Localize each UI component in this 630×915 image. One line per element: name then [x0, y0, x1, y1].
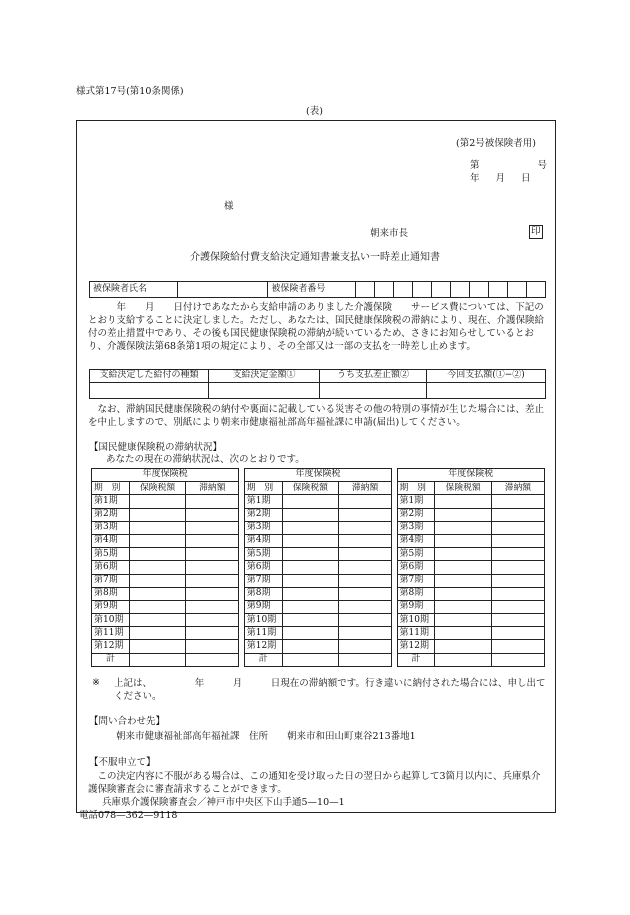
tax-period-label: 第5期 [92, 548, 130, 561]
tax-period-row [92, 521, 545, 534]
insured-name-value[interactable] [178, 282, 268, 298]
tax-period-label: 第4期 [397, 534, 435, 547]
form-number: 様式第17号(第10条関係) [76, 86, 184, 97]
tax-amount-cell[interactable] [435, 614, 491, 627]
number-line [470, 160, 547, 172]
tax-arrears-cell[interactable] [186, 534, 239, 547]
tax-amount-cell[interactable] [282, 561, 338, 574]
tax-period-row [92, 600, 545, 613]
tax-amount-cell[interactable] [282, 534, 338, 547]
insured-number-digit[interactable] [356, 282, 375, 298]
insured-number-digit[interactable] [489, 282, 508, 298]
tax-period-label: 第12期 [92, 640, 130, 653]
date-month: 月 [495, 173, 506, 184]
tax-arrears-cell[interactable] [491, 627, 544, 640]
tax-period-label: 第1期 [92, 495, 130, 508]
tax-arrears-cell[interactable] [186, 521, 239, 534]
payment-cell[interactable] [320, 383, 427, 399]
tax-arrears-cell[interactable] [186, 561, 239, 574]
tax-amount-cell[interactable] [129, 587, 185, 600]
tax-amount-cell[interactable] [435, 534, 491, 547]
tax-amount-cell[interactable] [435, 495, 491, 508]
tax-total-label: 計 [244, 653, 282, 666]
tax-amount-cell[interactable] [435, 548, 491, 561]
tax-arrears-cell[interactable] [339, 653, 392, 666]
tax-arrears-cell[interactable] [339, 587, 392, 600]
tax-period-label: 第8期 [244, 587, 282, 600]
tax-arrears-cell[interactable] [491, 587, 544, 600]
insured-type-label: (第2号被保険者用) [456, 138, 536, 149]
insured-number-digit[interactable] [375, 282, 394, 298]
tax-header-period: 期 別 [397, 482, 435, 495]
tax-amount-cell[interactable] [435, 508, 491, 521]
tax-amount-cell[interactable] [129, 521, 185, 534]
tax-arrears-cell[interactable] [186, 614, 239, 627]
inquiry-heading: 【問い合わせ先】 [89, 716, 166, 727]
tax-period-label: 第3期 [92, 521, 130, 534]
phone-number: 電話078—362—9118 [79, 810, 178, 821]
payment-cell[interactable] [427, 383, 546, 399]
tax-arrears-cell[interactable] [491, 521, 544, 534]
tax-amount-cell[interactable] [282, 614, 338, 627]
tax-period-label: 第6期 [244, 561, 282, 574]
tax-period-row [92, 614, 545, 627]
tax-period-row [92, 561, 545, 574]
tax-period-label: 第5期 [244, 548, 282, 561]
tax-period-row [92, 508, 545, 521]
tax-arrears-cell[interactable] [186, 653, 239, 666]
payment-header-suspended: うち支払差止額② [320, 370, 427, 383]
insured-number-digit[interactable] [432, 282, 451, 298]
tax-period-label: 第2期 [244, 508, 282, 521]
tax-year-header: 年度保険税 [244, 469, 391, 482]
tax-amount-cell[interactable] [129, 600, 185, 613]
tax-amount-cell[interactable] [282, 640, 338, 653]
tax-arrears-table [91, 468, 545, 667]
tax-period-row [92, 534, 545, 547]
tax-amount-cell[interactable] [129, 640, 185, 653]
tax-amount-cell[interactable] [282, 495, 338, 508]
tax-period-label: 第2期 [92, 508, 130, 521]
tax-period-label: 第11期 [397, 627, 435, 640]
tax-period-row [92, 495, 545, 508]
tax-arrears-cell[interactable] [491, 534, 544, 547]
tax-amount-cell[interactable] [282, 521, 338, 534]
tax-header-amount: 保険税額 [129, 482, 185, 495]
tax-arrears-cell[interactable] [491, 508, 544, 521]
tax-arrears-cell[interactable] [339, 521, 392, 534]
tax-arrears-cell[interactable] [186, 548, 239, 561]
insured-number-digit[interactable] [413, 282, 432, 298]
tax-amount-cell[interactable] [435, 627, 491, 640]
tax-amount-cell[interactable] [129, 548, 185, 561]
payment-table [89, 369, 546, 399]
tax-arrears-cell[interactable] [186, 587, 239, 600]
tax-arrears-cell[interactable] [491, 614, 544, 627]
tax-amount-cell[interactable] [129, 534, 185, 547]
tax-amount-cell[interactable] [129, 614, 185, 627]
date-line [470, 173, 531, 185]
tax-arrears-cell[interactable] [491, 653, 544, 666]
tax-amount-cell[interactable] [435, 521, 491, 534]
inquiry-line: 朝来市健康福祉部高年福祉課 住所 朝来市和田山町東谷213番地1 [116, 731, 416, 742]
tax-year-header: 年度保険税 [397, 469, 544, 482]
tax-period-label: 第7期 [244, 574, 282, 587]
tax-period-label: 第9期 [92, 600, 130, 613]
tax-arrears-cell[interactable] [491, 574, 544, 587]
insured-info-table [89, 281, 546, 298]
tax-period-label: 第3期 [244, 521, 282, 534]
tax-arrears-cell[interactable] [186, 600, 239, 613]
tax-period-row [92, 587, 545, 600]
tax-arrears-cell[interactable] [186, 574, 239, 587]
tax-period-label: 第7期 [397, 574, 435, 587]
tax-header-amount: 保険税額 [435, 482, 491, 495]
tax-period-label: 第9期 [397, 600, 435, 613]
tax-period-label: 第4期 [244, 534, 282, 547]
arrears-heading: 【国民健康保険税の滞納状況】 [89, 442, 223, 453]
tax-period-row [92, 548, 545, 561]
tax-period-label: 第1期 [244, 495, 282, 508]
tax-period-row [92, 627, 545, 640]
date-day: 日 [521, 173, 531, 184]
tax-amount-cell[interactable] [129, 627, 185, 640]
tax-amount-cell[interactable] [282, 600, 338, 613]
tax-header-period: 期 別 [244, 482, 282, 495]
tax-total-label: 計 [397, 653, 435, 666]
tax-total-label: 計 [92, 653, 130, 666]
body-paragraph: 年 月 日付けであなたから支給申請のありました介護保険 サービス費については、下記のとおり支給することに決定しました。ただし、あなたは、国民健康保険税の滞納により、現在、介護保険給付の差止措置中であり、その後も国民健康保険税の滞納が続いているため、さきにお知らせしているとおり、介護保険法第68条第1項の規定により、その全部又は一部の支払を一時差し止めます。 [88, 302, 545, 352]
footnote-mark: ※ [92, 677, 100, 688]
tax-amount-cell[interactable] [129, 495, 185, 508]
arrears-intro: あなたの現在の滞納状況は、次のとおりです。 [106, 454, 305, 465]
tax-header-arrears: 滞納額 [491, 482, 544, 495]
tax-arrears-cell[interactable] [339, 614, 392, 627]
tax-header-amount: 保険税額 [282, 482, 338, 495]
tax-amount-cell[interactable] [282, 653, 338, 666]
tax-period-label: 第8期 [92, 587, 130, 600]
payment-header-decided: 支給決定金額① [209, 370, 320, 383]
appeal-text: この決定内容に不服がある場合は、この通知を受け取った日の翌日から起算して3箇月以内に、兵庫県介護保険審査会に審査請求することができます。 [88, 771, 541, 795]
payment-header-current: 今回支払額(①−②) [427, 370, 546, 383]
tax-period-label: 第10期 [397, 614, 435, 627]
note-paragraph: なお、滞納国民健康保険税の納付や裏面に記載している災害その他の特別の事情が生じた場合には、差止を中止しますので、別紙により朝来市健康福祉部高年福祉課に申請(届出)してください。 [88, 404, 545, 428]
tax-arrears-cell[interactable] [491, 600, 544, 613]
tax-arrears-cell[interactable] [339, 640, 392, 653]
payment-header-kind: 支給決定した給付の種類 [90, 370, 209, 383]
payment-cell[interactable] [90, 383, 209, 399]
tax-arrears-cell[interactable] [339, 508, 392, 521]
tax-arrears-cell[interactable] [186, 640, 239, 653]
tax-year-header: 年度保険税 [92, 469, 239, 482]
date-year: 年 [470, 173, 480, 184]
tax-arrears-cell[interactable] [339, 495, 392, 508]
tax-period-label: 第9期 [244, 600, 282, 613]
insured-number-digit[interactable] [508, 282, 527, 298]
tax-period-label: 第3期 [397, 521, 435, 534]
footnote-text: 上記は、 年 月 日現在の滞納額です。行き違いに納付された場合には、申し出てください。 [114, 678, 546, 702]
insured-number-digit[interactable] [451, 282, 470, 298]
number-dai: 第 [470, 160, 480, 171]
insured-number-digit[interactable] [394, 282, 413, 298]
tax-arrears-cell[interactable] [491, 640, 544, 653]
tax-total-row [92, 653, 545, 666]
addressee-suffix: 様 [224, 201, 234, 212]
tax-period-label: 第1期 [397, 495, 435, 508]
seal-mark: 印 [531, 226, 541, 237]
number-go: 号 [537, 160, 548, 171]
tax-period-label: 第6期 [397, 561, 435, 574]
tax-amount-cell[interactable] [435, 653, 491, 666]
document-title: 介護保険給付費支給決定通知書兼支払い一時差止通知書 [190, 252, 440, 263]
tax-period-label: 第11期 [244, 627, 282, 640]
tax-period-label: 第8期 [397, 587, 435, 600]
tax-amount-cell[interactable] [129, 561, 185, 574]
insured-name-label: 被保険者氏名 [90, 282, 178, 298]
issuer-name: 朝来市長 [370, 228, 409, 239]
tax-period-label: 第6期 [92, 561, 130, 574]
insured-number-digit[interactable] [527, 282, 546, 298]
appeal-heading: 【不服申立て】 [89, 757, 156, 768]
tax-amount-cell[interactable] [435, 640, 491, 653]
tax-arrears-cell[interactable] [186, 627, 239, 640]
tax-amount-cell[interactable] [129, 508, 185, 521]
tax-amount-cell[interactable] [435, 587, 491, 600]
tax-period-label: 第10期 [92, 614, 130, 627]
tax-arrears-cell[interactable] [491, 495, 544, 508]
tax-period-label: 第12期 [397, 640, 435, 653]
tax-period-label: 第7期 [92, 574, 130, 587]
tax-amount-cell[interactable] [435, 600, 491, 613]
insured-number-digit[interactable] [470, 282, 489, 298]
tax-arrears-cell[interactable] [339, 574, 392, 587]
tax-period-label: 第4期 [92, 534, 130, 547]
tax-arrears-cell[interactable] [339, 600, 392, 613]
tax-period-label: 第5期 [397, 548, 435, 561]
tax-header-arrears: 滞納額 [339, 482, 392, 495]
tax-amount-cell[interactable] [435, 574, 491, 587]
tax-arrears-cell[interactable] [491, 548, 544, 561]
tax-amount-cell[interactable] [282, 548, 338, 561]
tax-period-label: 第2期 [397, 508, 435, 521]
tax-amount-cell[interactable] [129, 653, 185, 666]
tax-period-label: 第11期 [92, 627, 130, 640]
tax-period-label: 第10期 [244, 614, 282, 627]
tax-amount-cell[interactable] [435, 561, 491, 574]
side-label: (表) [306, 106, 323, 117]
tax-amount-cell[interactable] [129, 574, 185, 587]
tax-arrears-cell[interactable] [491, 561, 544, 574]
form-frame [76, 120, 556, 813]
tax-amount-cell[interactable] [282, 508, 338, 521]
tax-arrears-cell[interactable] [339, 627, 392, 640]
tax-period-row [92, 574, 545, 587]
payment-cell[interactable] [209, 383, 320, 399]
tax-arrears-cell[interactable] [339, 548, 392, 561]
tax-arrears-cell[interactable] [339, 534, 392, 547]
tax-header-period: 期 別 [92, 482, 130, 495]
tax-arrears-cell[interactable] [339, 561, 392, 574]
tax-header-arrears: 滞納額 [186, 482, 239, 495]
tax-period-label: 第12期 [244, 640, 282, 653]
tax-amount-cell[interactable] [282, 587, 338, 600]
tax-amount-cell[interactable] [282, 627, 338, 640]
insured-number-label: 被保険者番号 [268, 282, 356, 298]
tax-amount-cell[interactable] [282, 574, 338, 587]
tax-arrears-cell[interactable] [186, 495, 239, 508]
appeal-address: 兵庫県介護保険審査会／神戸市中央区下山手通5—10—1 [102, 797, 345, 808]
tax-arrears-cell[interactable] [186, 508, 239, 521]
payment-row [90, 383, 546, 399]
tax-period-row [92, 640, 545, 653]
